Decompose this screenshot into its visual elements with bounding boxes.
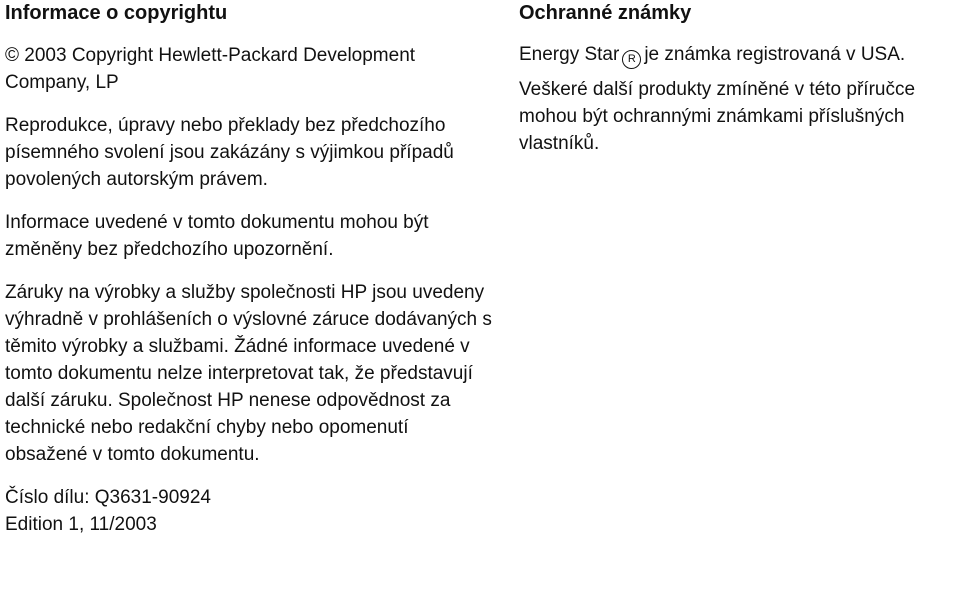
energy-star-rest: je známka registrovaná v USA. bbox=[644, 44, 906, 65]
energy-star-notice bbox=[519, 41, 959, 69]
other-trademarks-notice: Veškeré další produkty zmíněné v této příručce mohou být ochrannými známkami příslušných vlastníků. bbox=[519, 79, 916, 154]
warranty-notice: Záruky na výrobky a služby společnosti HP jsou uvedeny výhradně v prohlášeních o výslovné záruce dodávaných s těmito výrobky a službami. Žádné informace uvedené v tomto dokumentu nelze interpretovat tak, že představují další záruku. Společnost HP nenese odpovědnost za technické nebo redakční chyby nebo opomenutí obsažené v tomto dokumentu. bbox=[5, 282, 492, 465]
copyright-text: 2003 Copyright Hewlett-Packard Development Company, LP bbox=[5, 45, 416, 93]
energy-star-name: Energy Star bbox=[519, 44, 620, 65]
trademarks-column bbox=[519, 0, 959, 157]
copyright-column bbox=[5, 0, 495, 538]
copyright-notice bbox=[5, 42, 495, 96]
trademarks-heading: Ochranné známky bbox=[519, 2, 692, 24]
change-notice: Informace uvedené v tomto dokumentu mohou být změněny bez předchozího upozornění. bbox=[5, 212, 429, 260]
copyright-symbol: © bbox=[5, 45, 19, 66]
registered-mark-icon: R bbox=[622, 50, 641, 69]
edition: Edition 1, 11/2003 bbox=[5, 514, 157, 535]
reproduction-notice: Reprodukce, úpravy nebo překlady bez předchozího písemného svolení jsou zakázány s výjimkou případů povolených autorským právem. bbox=[5, 115, 454, 190]
part-number: Číslo dílu: Q3631-90924 bbox=[5, 487, 211, 508]
copyright-heading: Informace o copyrightu bbox=[5, 2, 228, 24]
